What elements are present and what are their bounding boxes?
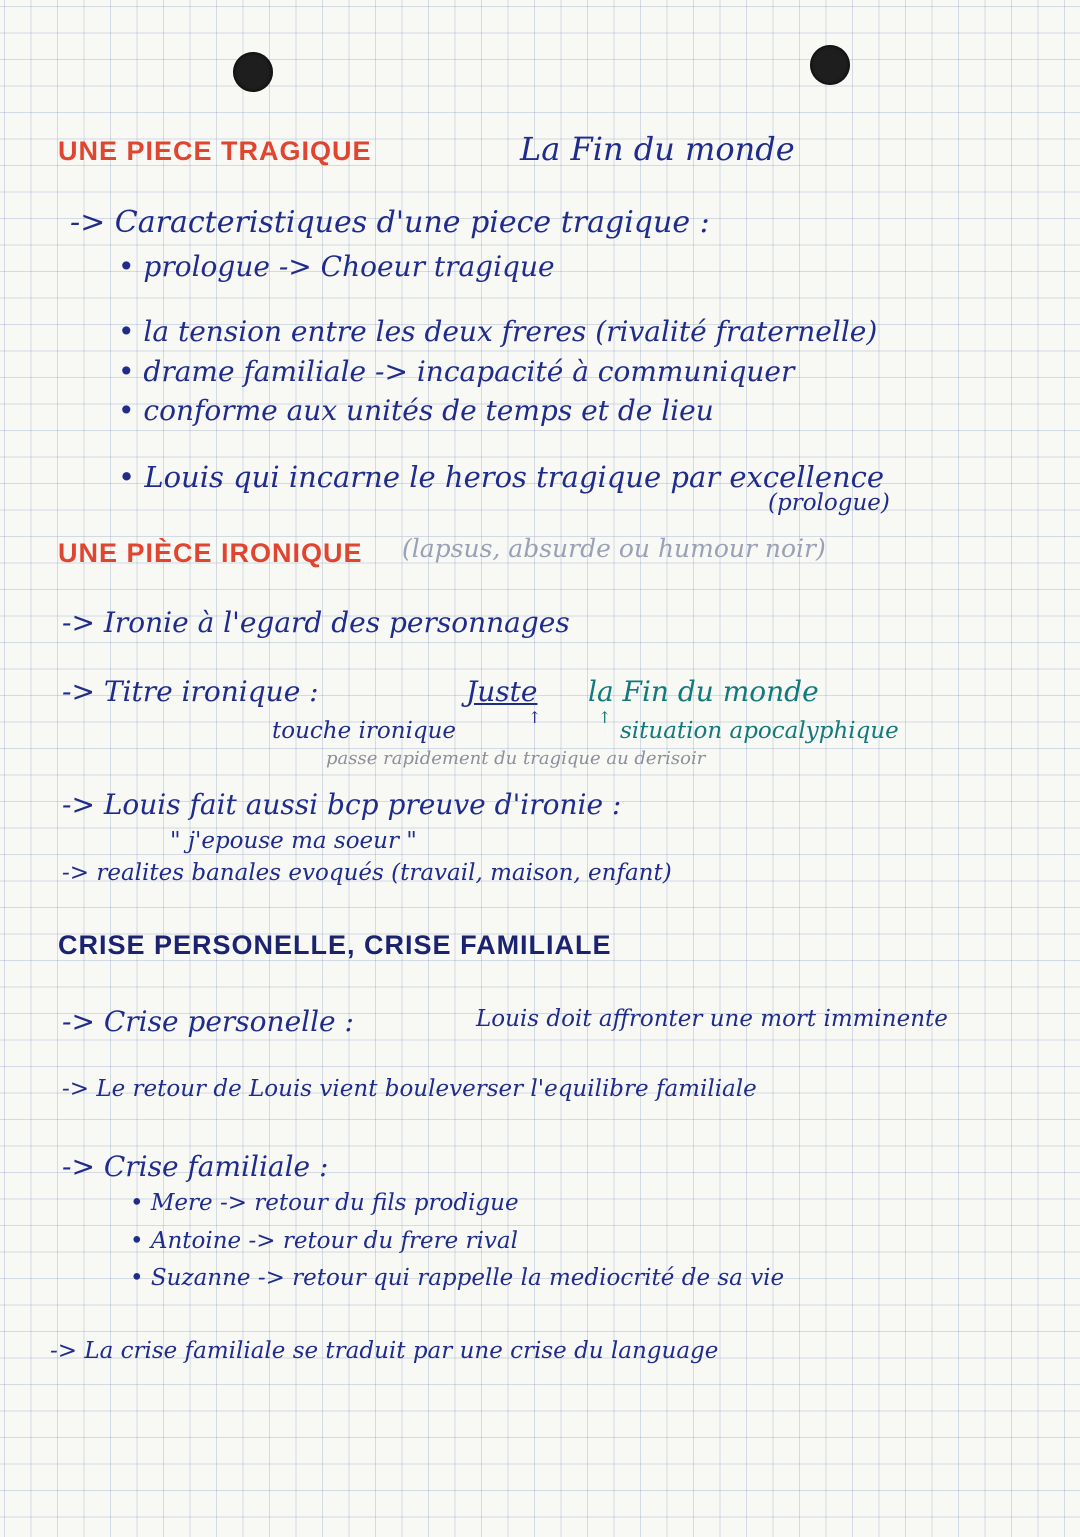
crise-personelle-text: Louis doit affronter une mort imminente xyxy=(476,1006,948,1032)
touche-ironique: touche ironique xyxy=(272,718,457,744)
section-heading-crise: CRISE PERSONELLE, CRISE FAMILIALE xyxy=(58,930,612,960)
realites-banales: -> realites banales evoqués (travail, maison, enfant) xyxy=(62,860,672,886)
louis-irony: -> Louis fait aussi bcp preuve d'ironie : xyxy=(62,788,622,821)
list-item: • drame familiale -> incapacité à communiquer xyxy=(118,355,795,388)
title-juste: Juste xyxy=(466,675,538,708)
arrow-up-icon: ↑ xyxy=(598,708,612,727)
heading-note: (lapsus, absurde ou humour noir) xyxy=(402,534,826,563)
page-title: UNE PIECE TRAGIQUE xyxy=(58,136,372,166)
family-member-item: • Mere -> retour du fils prodigue xyxy=(130,1190,519,1216)
crise-familiale-label: -> Crise familiale : xyxy=(62,1150,329,1183)
prologue-note: (prologue) xyxy=(768,490,890,516)
list-item: • conforme aux unités de temps et de lieu xyxy=(118,394,714,427)
crise-personelle-label: -> Crise personelle : xyxy=(62,1005,354,1038)
binder-hole-right xyxy=(810,45,850,85)
passe-rapidement: passe rapidement du tragique au derisoir xyxy=(326,748,706,769)
family-member-item: • Antoine -> retour du frere rival xyxy=(130,1228,518,1254)
tragic-characteristics-intro: -> Caracteristiques d'une piece tragique : xyxy=(70,205,710,240)
work-title: La Fin du monde xyxy=(520,130,795,168)
quote: " j'epouse ma soeur " xyxy=(170,828,417,854)
conclusion: -> La crise familiale se traduit par une crise du language xyxy=(50,1338,719,1364)
retour-louis: -> Le retour de Louis vient bouleverser l'equilibre familiale xyxy=(62,1076,757,1102)
list-item: • prologue -> Choeur tragique xyxy=(118,250,555,283)
irony-characters: -> Ironie à l'egard des personnages xyxy=(62,606,570,639)
title-ironic-label: -> Titre ironique : xyxy=(62,675,319,708)
binder-hole-left xyxy=(233,52,273,92)
list-item: • Louis qui incarne le heros tragique par excellence xyxy=(118,460,885,494)
arrow-up-icon: ↑ xyxy=(528,708,542,727)
section-heading-ironique: UNE PIÈCE IRONIQUE xyxy=(58,538,363,568)
title-highlight: la Fin du monde xyxy=(588,675,819,708)
family-member-item: • Suzanne -> retour qui rappelle la mediocrité de sa vie xyxy=(130,1265,785,1291)
list-item: • la tension entre les deux freres (rivalité fraternelle) xyxy=(118,315,878,348)
situation-apocalyptique: situation apocalyphique xyxy=(620,718,899,744)
